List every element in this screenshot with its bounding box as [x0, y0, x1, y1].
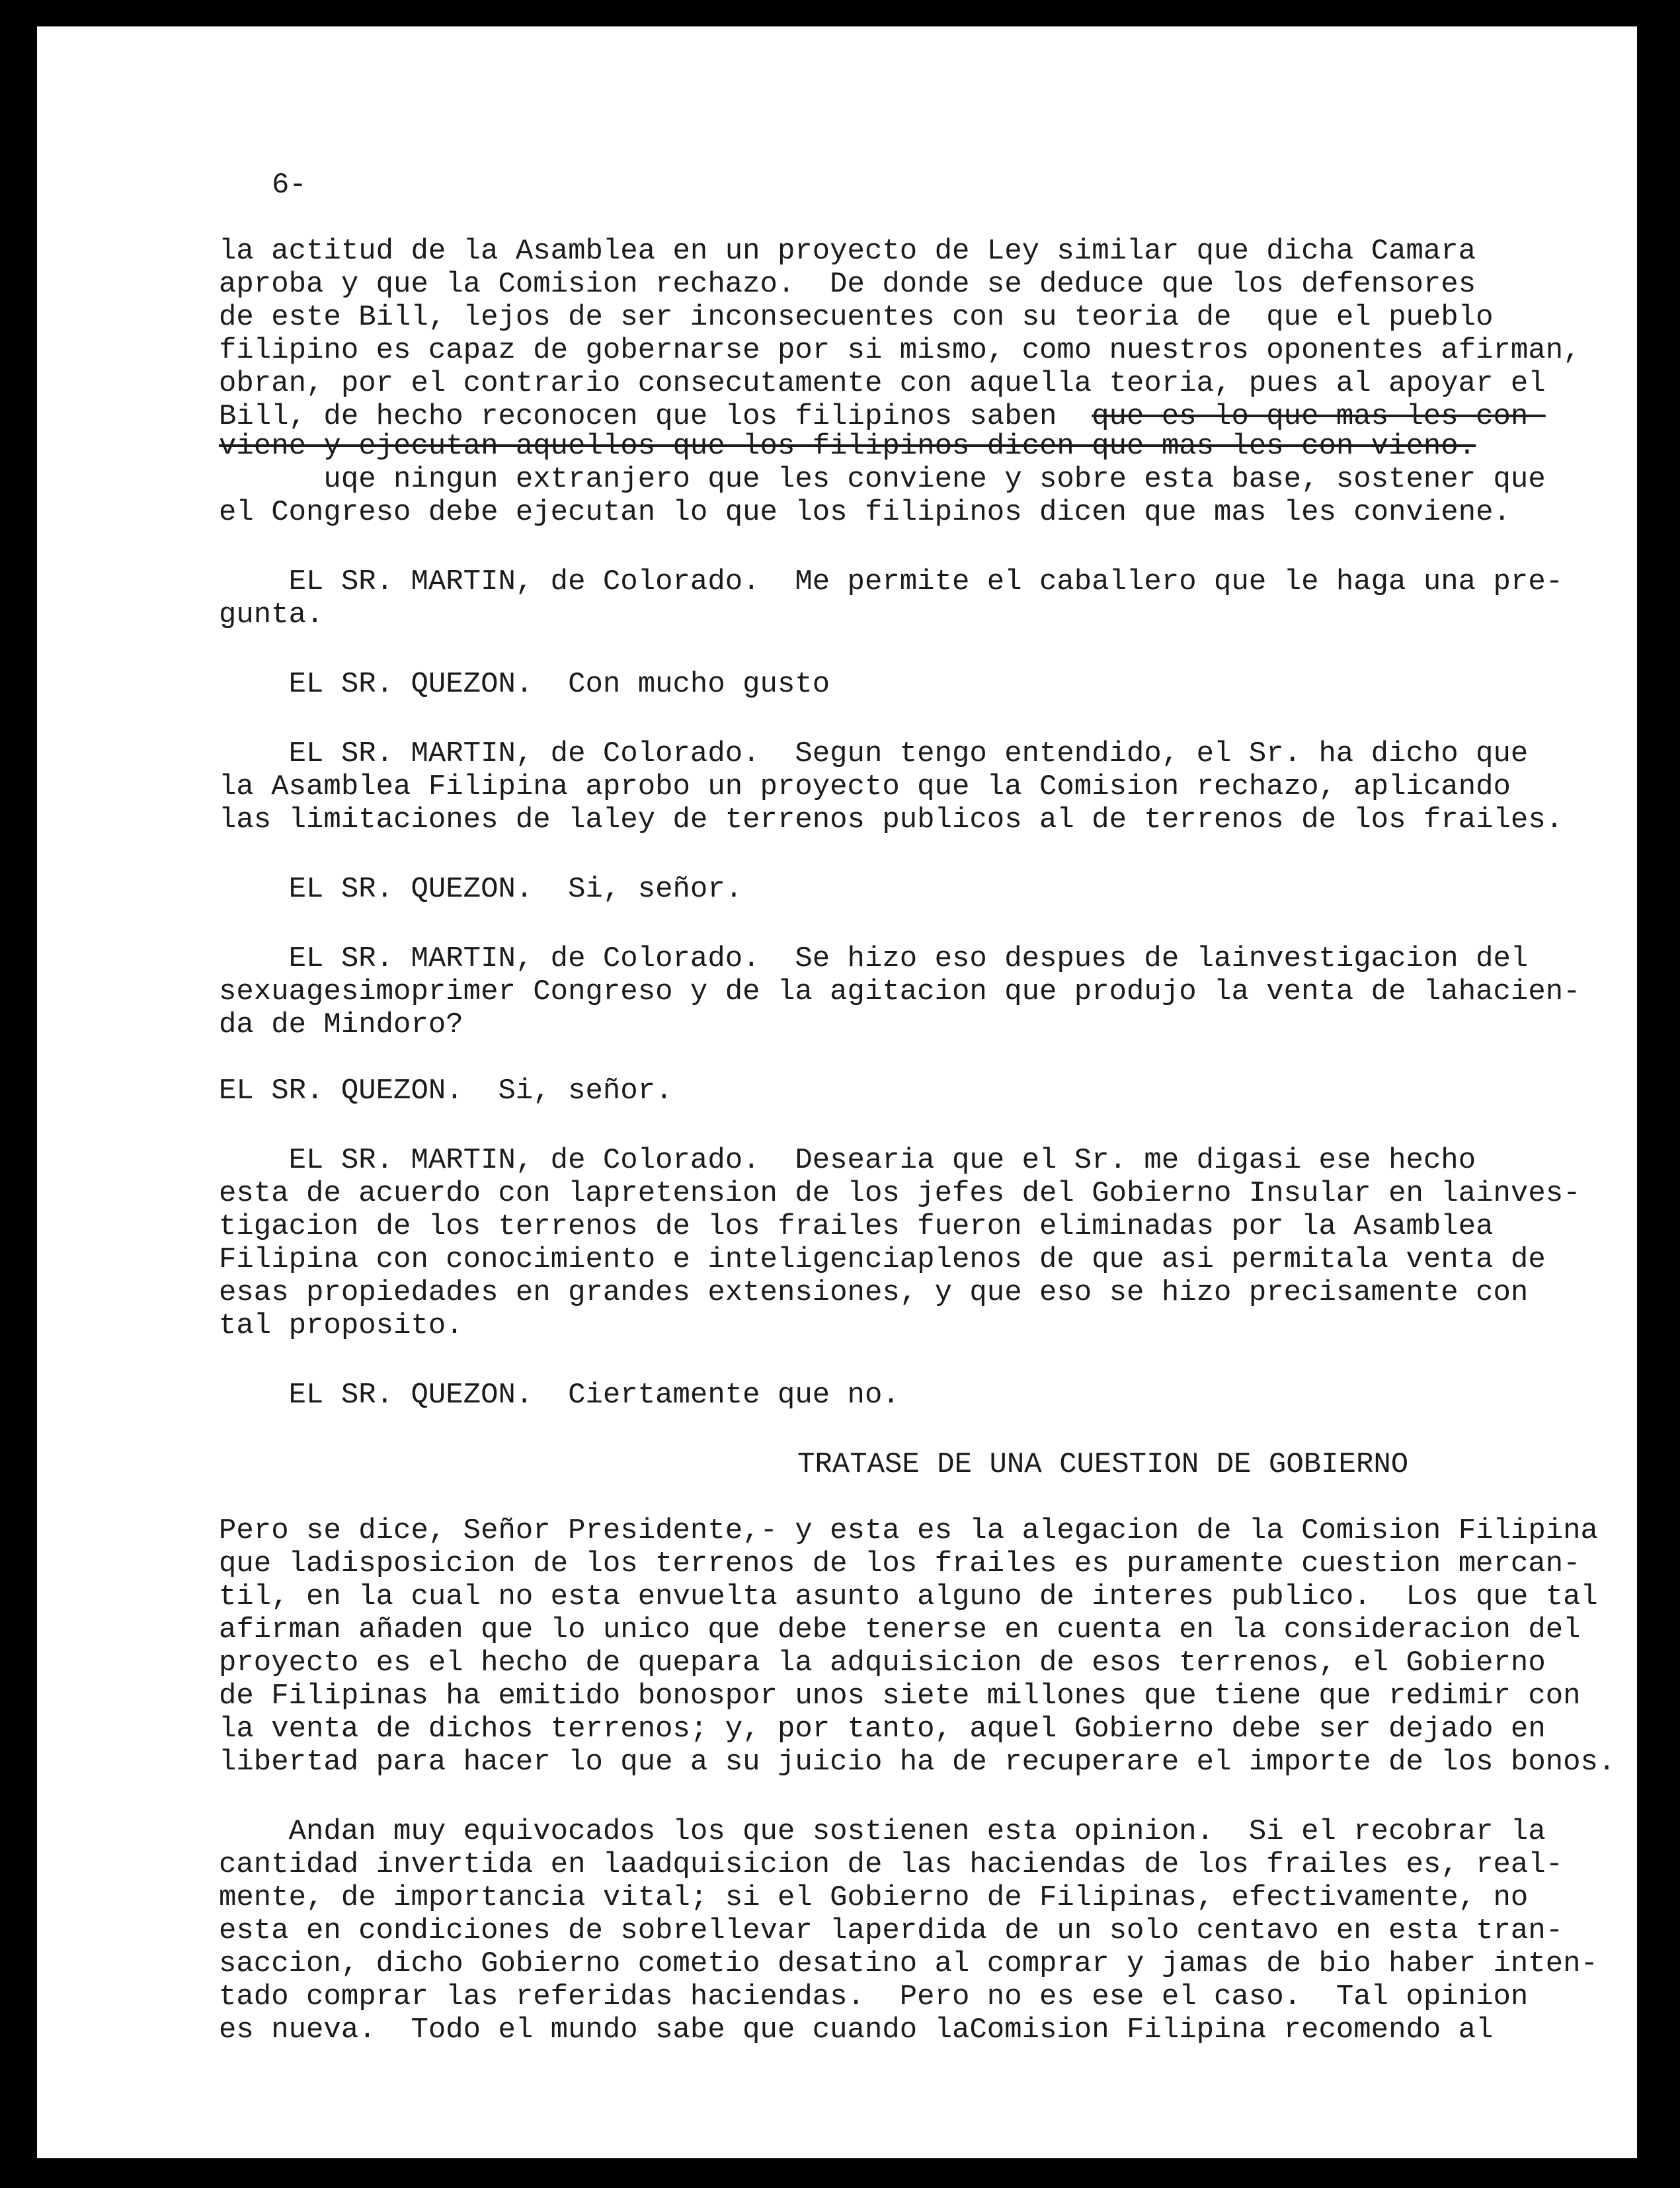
- text-line: afirman añaden que lo unico que debe tenerse en cuenta en la consideracion del: [219, 1613, 1581, 1646]
- text-line: [219, 400, 1546, 433]
- text-line: [219, 430, 1476, 463]
- text-line: da de Mindoro?: [219, 1008, 463, 1041]
- text-line: las limitaciones de laley de terrenos publicos al de terrenos de los frailes.: [219, 803, 1564, 836]
- page-number: 6-: [272, 169, 307, 202]
- text-line: EL SR. QUEZON. Ciertamente que no.: [219, 1379, 900, 1412]
- text-line: EL SR. QUEZON. Si, señor.: [219, 1074, 673, 1108]
- text-line: obran, por el contrario consecutamente con aquella teoria, pues al apoyar el: [219, 367, 1546, 400]
- text-line: tigacion de los terrenos de los frailes fueron eliminadas por la Asamblea: [219, 1210, 1494, 1243]
- text-line: gunta.: [219, 598, 324, 631]
- text-line: esas propiedades en grandes extensiones, y que eso se hizo precisamente con: [219, 1276, 1529, 1309]
- text-line: que ladisposicion de los terrenos de los frailes es puramente cuestion mercan-: [219, 1547, 1581, 1580]
- text-line: la Asamblea Filipina aprobo un proyecto que la Comision rechazo, aplicando: [219, 770, 1511, 803]
- text-line: EL SR. QUEZON. Si, señor.: [219, 873, 743, 906]
- text-line: EL SR. MARTIN, de Colorado. Se hizo eso despues de lainvestigacion del: [219, 942, 1529, 975]
- text-line: el Congreso debe ejecutan lo que los filipinos dicen que mas les conviene.: [219, 496, 1511, 529]
- section-heading: TRATASE DE UNA CUESTION DE GOBIERNO: [797, 1448, 1409, 1481]
- text-fragment: Bill, de hecho reconocen que los filipinos saben: [219, 400, 1057, 433]
- text-line: la actitud de la Asamblea en un proyecto de Ley similar que dicha Camara: [219, 235, 1476, 268]
- text-line: esta de acuerdo con lapretension de los jefes del Gobierno Insular en lainves-: [219, 1177, 1581, 1210]
- struck-text: viene y ejecutan aquellos que los filipinos dicen que mas les con vieno.: [219, 430, 1476, 463]
- text-line: til, en la cual no esta envuelta asunto alguno de interes publico. Los que tal: [219, 1580, 1598, 1613]
- text-line: libertad para hacer lo que a su juicio ha de recuperare el importe de los bonos.: [219, 1746, 1616, 1779]
- text-line: EL SR. MARTIN, de Colorado. Desearia que el Sr. me digasi ese hecho: [219, 1144, 1476, 1177]
- text-line: tal proposito.: [219, 1309, 463, 1342]
- text-line: esta en condiciones de sobrellevar laperdida de un solo centavo en esta tran-: [219, 1914, 1564, 1947]
- text-line: Andan muy equivocados los que sostienen esta opinion. Si el recobrar la: [219, 1815, 1546, 1848]
- text-line: de Filipinas ha emitido bonospor unos siete millones que tiene que redimir con: [219, 1680, 1581, 1713]
- text-line: filipino es capaz de gobernarse por si mismo, como nuestros oponentes afirman,: [219, 334, 1581, 367]
- text-line: de este Bill, lejos de ser inconsecuentes con su teoria de que el pueblo: [219, 301, 1494, 334]
- text-line: Filipina con conocimiento e inteligenciaplenos de que asi permitala venta de: [219, 1243, 1546, 1276]
- text-line: sexuagesimoprimer Congreso y de la agitacion que produjo la venta de lahacien-: [219, 975, 1581, 1008]
- text-line: la venta de dichos terrenos; y, por tanto, aquel Gobierno debe ser dejado en: [219, 1713, 1546, 1746]
- text-line: aproba y que la Comision rechazo. De donde se deduce que los defensores: [219, 268, 1476, 301]
- document-body: [219, 26, 1616, 2046]
- text-line: uqe ningun extranjero que les conviene y sobre esta base, sostener que: [219, 463, 1546, 496]
- text-line: mente, de importancia vital; si el Gobierno de Filipinas, efectivamente, no: [219, 1881, 1529, 1914]
- text-line: EL SR. MARTIN, de Colorado. Segun tengo entendido, el Sr. ha dicho que: [219, 737, 1529, 770]
- text-line: proyecto es el hecho de quepara la adquisicion de esos terrenos, el Gobierno: [219, 1646, 1546, 1680]
- text-line: tado comprar las referidas haciendas. Pero no es ese el caso. Tal opinion: [219, 1980, 1529, 2013]
- struck-text: que es lo que mas les con-: [1092, 400, 1546, 433]
- text-line: EL SR. QUEZON. Con mucho gusto: [219, 668, 830, 701]
- text-line: es nueva. Todo el mundo sabe que cuando laComision Filipina recomendo al: [219, 2013, 1494, 2046]
- text-line: cantidad invertida en laadquisicion de las haciendas de los frailes es, real-: [219, 1848, 1564, 1881]
- text-line: Pero se dice, Señor Presidente,- y esta es la alegacion de la Comision Filipina: [219, 1514, 1598, 1547]
- text-line: EL SR. MARTIN, de Colorado. Me permite el caballero que le haga una pre-: [219, 565, 1564, 598]
- text-line: saccion, dicho Gobierno cometio desatino al comprar y jamas de bio haber inten-: [219, 1947, 1598, 1980]
- document-page: [37, 26, 1637, 2158]
